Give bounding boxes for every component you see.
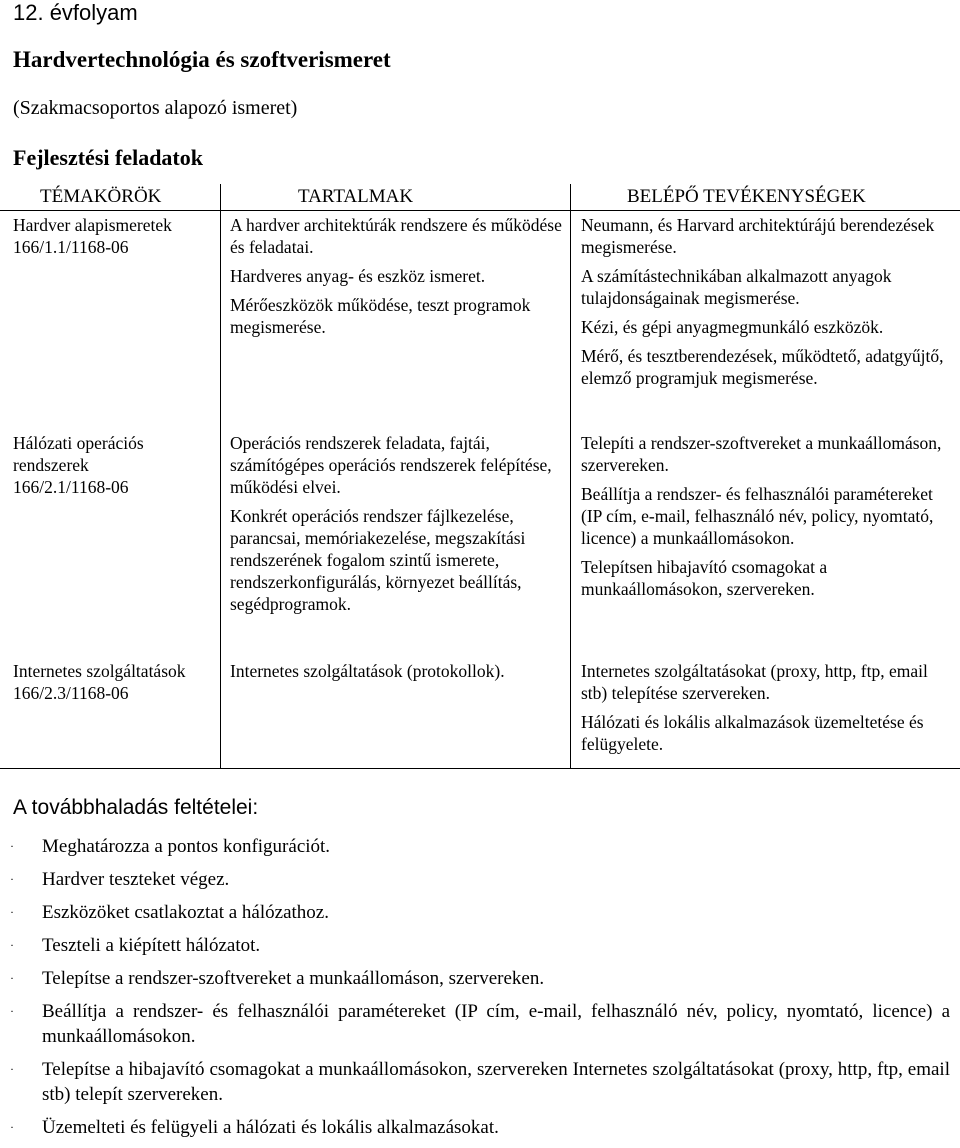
bullet-icon: · (10, 905, 14, 919)
table-top-rule (0, 210, 960, 211)
bullet-icon: · (10, 1004, 14, 1018)
table-row-activities (581, 214, 953, 396)
content-item: Internetes szolgáltatások (protokollok). (230, 661, 505, 681)
activity-item: A számítástechnikában alkalmazott anyagok tulajdonságainak megismerése. (581, 266, 892, 308)
table-row-content (230, 660, 565, 689)
topic-name: Hardver alapismeretek (13, 215, 172, 235)
condition-text: Hardver teszteket végez. (42, 869, 230, 890)
condition-text: Telepítse a rendszer-szoftvereket a munkaállomáson, szervereken. (42, 968, 545, 989)
table-row-topic (13, 214, 213, 258)
activity-item: Mérő, és tesztberendezések, működtető, adatgyűjtő, elemző programjuk megismerése. (581, 346, 944, 388)
subject-subtitle: (Szakmacsoportos alapozó ismeret) (13, 97, 298, 119)
column-divider (220, 184, 221, 768)
list-item (0, 1115, 960, 1140)
topic-code: 166/1.1/1168-06 (13, 237, 129, 257)
table-bottom-rule (0, 768, 960, 769)
table-row-activities (581, 432, 953, 607)
bullet-icon: · (10, 1062, 14, 1076)
topic-name: Internetes szolgáltatások (13, 661, 186, 681)
content-item: Hardveres anyag- és eszköz ismeret. (230, 266, 486, 286)
table-header (0, 184, 960, 210)
bullet-icon: · (10, 971, 14, 985)
list-item (0, 900, 960, 925)
bullet-icon: · (10, 872, 14, 886)
activity-item: Internetes szolgáltatásokat (proxy, http, ftp, email stb) telepítése szervereken. (581, 661, 928, 703)
activity-item: Telepítsen hibajavító csomagokat a munkaállomásokon, szervereken. (581, 557, 828, 599)
table-row-topic (13, 660, 213, 704)
section-heading: Fejlesztési feladatok (13, 145, 203, 170)
conditions-list (0, 834, 960, 1148)
list-item (0, 834, 960, 859)
condition-text: Beállítja a rendszer- és felhasználói paramétereket (IP cím, e-mail, felhasználó név, policy, nyomtató, licence) a munkaállomásokon. (42, 1001, 950, 1047)
table-row-content (230, 214, 565, 345)
column-header-topics: TÉMAKÖRÖK (40, 186, 162, 207)
column-header-activities: BELÉPŐ TEVÉKENYSÉGEK (627, 186, 866, 207)
list-item (0, 999, 960, 1049)
activity-item: Telepíti a rendszer-szoftvereket a munkaállomáson, szervereken. (581, 433, 942, 475)
topic-code: 166/2.1/1168-06 (13, 477, 129, 497)
subject-heading: Hardvertechnológia és szoftverismeret (13, 47, 391, 72)
bullet-icon: · (10, 1120, 14, 1134)
condition-text: Teszteli a kiépített hálózatot. (42, 935, 261, 956)
bullet-icon: · (10, 839, 14, 853)
table-row-topic (13, 432, 213, 498)
activity-item: Hálózati és lokális alkalmazások üzemeltetése és felügyelete. (581, 712, 924, 754)
grade-heading: 12. évfolyam (13, 0, 138, 25)
activity-item: Beállítja a rendszer- és felhasználói paramétereket (IP cím, e-mail, felhasználó név, policy, nyomtató, licence) a munkaállomásokon. (581, 484, 934, 548)
content-item: Konkrét operációs rendszer fájlkezelése, parancsai, memóriakezelése, megszakítási rendszerének fogalom szintű ismerete, rendszerkonfigurálás, környezet beállítás, segédprogramok. (230, 506, 526, 614)
topic-name: Hálózati operációs rendszerek (13, 433, 144, 475)
table-row-activities (581, 660, 953, 762)
condition-text: Telepítse a hibajavító csomagokat a munkaállomásokon, szervereken Internetes szolgáltatásokat (proxy, http, ftp, email stb) telepít szervereken. (42, 1059, 950, 1105)
topic-code: 166/2.3/1168-06 (13, 683, 129, 703)
condition-text: Üzemelteti és felügyeli a hálózati és lokális alkalmazásokat. (42, 1117, 499, 1138)
activity-item: Kézi, és gépi anyagmegmunkáló eszközök. (581, 317, 884, 337)
content-item: Mérőeszközök működése, teszt programok megismerése. (230, 295, 531, 337)
conditions-heading: A továbbhaladás feltételei: (13, 796, 259, 819)
column-header-contents: TARTALMAK (298, 186, 414, 207)
content-item: Operációs rendszerek feladata, fajtái, számítógépes operációs rendszerek felépítése, működési elvei. (230, 433, 552, 497)
content-item: A hardver architektúrák rendszere és működése és feladatai. (230, 215, 562, 257)
table-row-content (230, 432, 565, 622)
condition-text: Eszközöket csatlakoztat a hálózathoz. (42, 902, 329, 923)
column-divider (570, 184, 571, 768)
list-item (0, 933, 960, 958)
list-item (0, 966, 960, 991)
list-item (0, 867, 960, 892)
list-item (0, 1057, 960, 1107)
bullet-icon: · (10, 938, 14, 952)
condition-text: Meghatározza a pontos konfigurációt. (42, 836, 331, 857)
activity-item: Neumann, és Harvard architektúrájú berendezések megismerése. (581, 215, 935, 257)
